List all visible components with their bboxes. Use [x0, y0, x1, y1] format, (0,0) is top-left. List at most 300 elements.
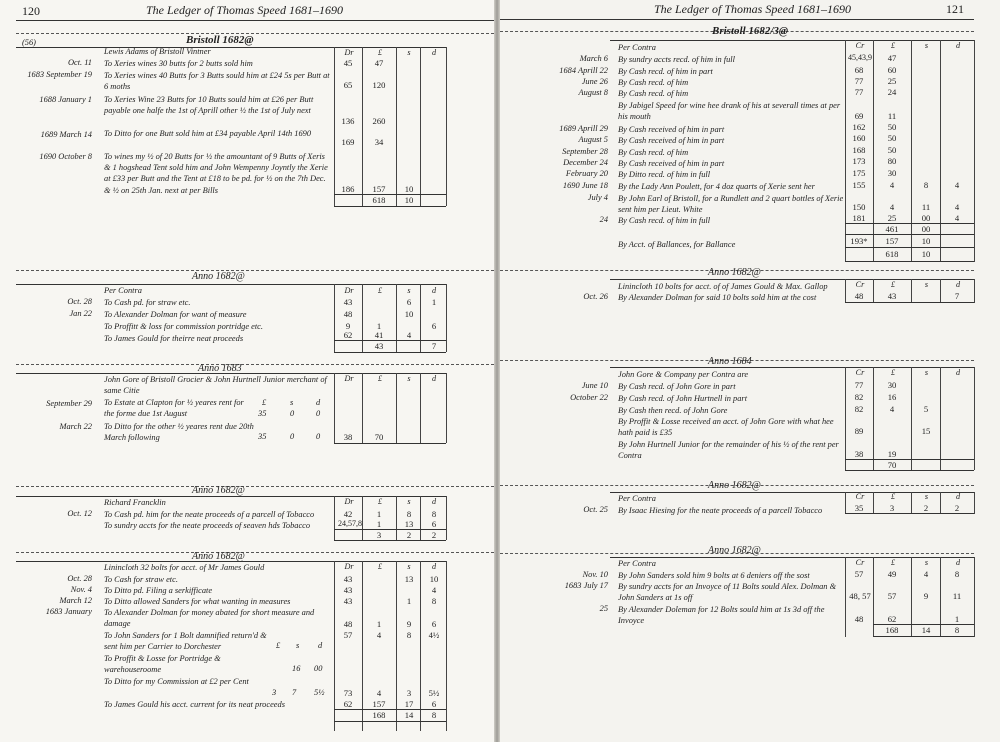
amount-shillings: 4	[923, 569, 929, 579]
total-rule	[845, 261, 974, 262]
entry-text: By sundry accts for an Invoyce of 11 Bolts sould Alex. Dolman & John Sanders at 1s off	[618, 582, 837, 603]
entry-text: To Alexander Dolman for want of measure	[104, 310, 247, 319]
amount-shillings: 9	[406, 619, 412, 629]
entry-text: To Xeries wines 30 butts for 2 butts sold him	[104, 59, 253, 68]
entry-text: By the Lady Ann Poulett, for 4 doz quarts of Xerie sent her	[618, 182, 815, 191]
left-page	[0, 0, 494, 742]
entry-text: By Cash recd. of him	[618, 78, 689, 87]
column-rule	[873, 40, 874, 262]
amount-pence: 8	[431, 596, 437, 606]
amount-shillings: 10	[921, 236, 931, 246]
amount-pounds: 50	[887, 133, 897, 143]
amount-pounds: 1	[376, 321, 382, 331]
section-title: Anno 1682@	[708, 480, 761, 491]
entry-text: By John Sanders sold him 9 bolts at 6 deniers off the sost	[618, 571, 810, 580]
amount-pounds: 19	[887, 449, 897, 459]
folio-ref: 35	[854, 503, 864, 513]
amount-pounds: 16	[887, 392, 897, 402]
amount-pounds: 62	[887, 614, 897, 624]
column-header: £	[890, 558, 896, 567]
entry-date: 1689 Aprill 29	[559, 124, 608, 133]
amount-pounds: 50	[887, 122, 897, 132]
column-header: d	[955, 492, 961, 501]
folio-ref: 45	[343, 58, 353, 68]
amount-shillings: 9	[923, 591, 929, 601]
column-rule	[396, 284, 397, 352]
total-rule	[845, 470, 974, 471]
column-rule	[334, 47, 335, 206]
column-rule	[362, 284, 363, 352]
amount-pounds: 120	[372, 80, 386, 90]
entry-text: Lewis Adams of Bristoll Vintner	[104, 47, 211, 56]
entry-date: August 5	[578, 135, 608, 144]
column-rule	[420, 561, 421, 731]
column-rule	[420, 496, 421, 540]
subtotal-pounds: 461	[885, 224, 899, 234]
folio-ref: 43	[343, 574, 353, 584]
amount-shillings: 13	[404, 519, 414, 529]
entry-text: By Alexander Dolman for said 10 bolts sold him at the cost	[618, 293, 817, 302]
inner-amount: 35	[258, 432, 267, 441]
entry-text: By Proffit & Losse received an acct. of John Gore with what hee hath paid is £35	[618, 417, 834, 438]
column-header: s	[924, 558, 929, 567]
column-rule	[334, 373, 335, 443]
amount-pence: 4	[954, 180, 960, 190]
inner-amount: 5½	[314, 688, 325, 697]
column-header: Cr	[855, 558, 865, 567]
folio-ref: 77	[854, 76, 864, 86]
entry-text: By Cash recd. of him	[618, 89, 689, 98]
amount-pence: 1	[431, 297, 437, 307]
section-title: Bristoll 1682/3@	[712, 25, 789, 37]
total-rule	[845, 513, 974, 514]
section-title: Bristoll 1682@	[186, 34, 254, 46]
entry-text: By sundry accts recd. of him in full	[618, 55, 735, 64]
total-pence: 8	[954, 625, 960, 635]
column-header: Cr	[855, 41, 865, 50]
column-rule	[974, 367, 975, 470]
amount-pence: 5½	[428, 688, 440, 698]
folio-ref: 9	[345, 321, 351, 331]
entry-text: John Gore of Bristoll Grocier & John Hurtnell Junior merchant of same Citie	[104, 375, 327, 396]
amount-shillings: 4	[406, 330, 412, 340]
inner-header: d	[318, 641, 323, 650]
amount-pounds: 25	[887, 213, 897, 223]
column-rule	[873, 279, 874, 303]
inner-amount: 3	[272, 688, 277, 697]
column-header: £	[377, 286, 383, 295]
entry-text: By Cash recd. of him	[618, 148, 689, 157]
amount-pounds: 70	[374, 432, 384, 442]
folio-ref: 150	[852, 202, 866, 212]
inner-header: £	[262, 398, 267, 407]
entry-text: Linincloth 32 bolts for acct. of Mr James Gould	[104, 563, 265, 572]
page-number: 120	[22, 4, 40, 18]
amount-pence: 8	[431, 509, 437, 519]
amount-pounds: 30	[887, 380, 897, 390]
entry-date: September 28	[562, 147, 608, 156]
entry-date: Oct. 28	[67, 297, 92, 306]
column-header: Dr	[344, 48, 354, 57]
entry-text: To James Gould his acct. current for its neat proceeds	[104, 700, 285, 709]
total-pounds: 168	[885, 625, 899, 635]
total-rule	[845, 302, 974, 303]
entry-date: Jan 22	[69, 309, 92, 318]
entry-date: 1689 March 14	[40, 130, 92, 139]
amount-shillings: 15	[921, 426, 931, 436]
total-rule	[845, 234, 974, 235]
column-rule	[396, 561, 397, 731]
section-title: Anno 1682@	[192, 485, 245, 496]
folio-ref: 173	[852, 156, 866, 166]
total-rule	[334, 352, 446, 353]
entry-date: Oct. 25	[583, 505, 608, 514]
column-rule	[396, 496, 397, 540]
column-rule	[362, 47, 363, 206]
column-header: Cr	[855, 492, 865, 501]
amount-shillings: 1	[406, 596, 412, 606]
amount-shillings: 5	[923, 404, 929, 414]
total-pounds: 168	[372, 710, 386, 720]
column-rule	[420, 373, 421, 443]
amount-pence: 8	[954, 569, 960, 579]
column-rule	[446, 561, 447, 731]
column-rule	[911, 279, 912, 303]
section-title: Anno 1682@	[708, 267, 761, 278]
entry-text: To Proffitt & loss for commission portridge etc.	[104, 322, 263, 331]
column-header: £	[377, 497, 383, 506]
total-shillings: 2	[406, 530, 412, 540]
amount-shillings: 13	[404, 574, 414, 584]
amount-pounds: 4	[376, 630, 382, 640]
entry-date: 1690 October 8	[39, 152, 92, 161]
amount-shillings: 8	[406, 630, 412, 640]
entry-date: 1690 June 18	[562, 181, 608, 190]
column-header: d	[431, 497, 437, 506]
amount-pounds: 80	[887, 156, 897, 166]
column-header: d	[431, 48, 437, 57]
entry-date: March 22	[59, 422, 92, 431]
entry-text: Per Contra	[618, 494, 656, 503]
folio-ref: 77	[854, 380, 864, 390]
total-rule	[334, 194, 446, 195]
amount-pounds: 41	[374, 330, 384, 340]
column-rule	[911, 557, 912, 637]
section-rule	[16, 33, 494, 34]
inner-amount: 16	[292, 664, 301, 673]
running-title: The Ledger of Thomas Speed 1681–1690	[146, 3, 343, 17]
column-header: d	[431, 286, 437, 295]
amount-shillings: 3	[406, 688, 412, 698]
folio-ref: 43	[343, 596, 353, 606]
entry-date: 1683 January	[45, 607, 92, 616]
entry-text: By Cash recd. of John Gore in part	[618, 382, 736, 391]
total-rule	[334, 443, 446, 444]
amount-pence: 1	[954, 614, 960, 624]
entry-date: March 6	[579, 54, 608, 63]
folio-ref: 48	[854, 291, 864, 301]
folio-ref: 38	[854, 449, 864, 459]
total-pounds: 70	[887, 460, 897, 470]
entry-text: To Estate at Clapton for ½ yeares rent for the forme due 1st August	[104, 398, 244, 419]
entry-text: Per Contra	[618, 559, 656, 568]
column-rule	[446, 284, 447, 352]
column-rule	[940, 557, 941, 637]
total-shillings: 10	[404, 195, 414, 205]
entry-text: To Alexander Dolman for money abated for short measure and damage	[104, 608, 315, 629]
entry-date: 24	[599, 215, 608, 224]
total-rule	[334, 540, 446, 541]
entry-date: December 24	[563, 158, 608, 167]
folio-ref: 136	[341, 116, 355, 126]
total-rule	[845, 223, 974, 224]
column-rule	[940, 367, 941, 470]
entry-date: February 20	[565, 169, 608, 178]
entry-text: To sundry accts for the neate proceeds of seaven hds Tobacco	[104, 521, 311, 530]
entry-text: To Ditto allowed Sanders for what wanting in measures	[104, 597, 291, 606]
folio-ref: 57	[854, 569, 864, 579]
column-rule	[940, 492, 941, 514]
entry-date: March 12	[59, 596, 92, 605]
inner-header: £	[276, 641, 281, 650]
total-pence: 7	[431, 341, 437, 351]
column-header: Dr	[344, 286, 354, 295]
section-rule	[16, 552, 494, 553]
folio-ref: 169	[341, 137, 355, 147]
entry-date: September 29	[46, 399, 92, 408]
entry-text: By Cash received of him in part	[618, 125, 725, 134]
entry-text: To Ditto pd. Filing a serkifficate	[104, 586, 213, 595]
entry-text: To James Gould for theirre neat proceeds	[104, 334, 244, 343]
amount-pounds: 49	[887, 569, 897, 579]
folio-ref: 48	[343, 619, 353, 629]
column-header: s	[924, 41, 929, 50]
entry-text: By Jabigel Speed for wine hee drank of his at severall times at per his mouth	[618, 101, 841, 122]
column-header: £	[890, 492, 896, 501]
column-header: d	[955, 558, 961, 567]
column-header: s	[924, 368, 929, 377]
folio-ref: 73	[343, 688, 353, 698]
inner-amount: 0	[290, 432, 295, 441]
column-rule	[974, 279, 975, 303]
entry-text: To Proffit & Losse for Portridge & warehouseroome	[104, 654, 221, 675]
entry-date: Oct. 12	[67, 509, 92, 518]
folio-ref: 65	[343, 80, 353, 90]
entry-text: To Ditto for the other ½ yeares rent due 20th March following	[104, 422, 254, 443]
amount-pounds: 1	[376, 519, 382, 529]
right-page	[500, 0, 1000, 742]
entry-text: To Xeries wines 40 Butts for 3 Butts sould him at £24 5s per Butt at 6 moths	[104, 71, 330, 92]
entry-text: By Alexander Doleman for 12 Bolts sould him at 1s 3d off the Invoyce	[618, 605, 825, 626]
section-title: Anno 1682@	[192, 271, 245, 282]
amount-shillings: 8	[406, 509, 412, 519]
amount-pounds: 3	[889, 503, 895, 513]
running-title: The Ledger of Thomas Speed 1681–1690	[654, 2, 851, 16]
column-rule	[911, 40, 912, 262]
amount-shillings: 6	[406, 297, 412, 307]
column-header: £	[890, 280, 896, 289]
amount-pounds: 4	[889, 180, 895, 190]
entry-text: By Acct. of Ballances, for Ballance	[618, 240, 736, 249]
column-header: s	[407, 286, 411, 295]
column-rule	[911, 492, 912, 514]
entry-date: June 10	[581, 381, 608, 390]
entry-date: Nov. 10	[582, 570, 608, 579]
inner-header: d	[316, 398, 321, 407]
column-header: £	[377, 374, 383, 383]
folio-ref: 48, 57	[849, 591, 871, 601]
entry-date: 1683 July 17	[564, 581, 608, 590]
header-rule	[500, 19, 974, 20]
amount-pence: 4	[954, 213, 960, 223]
folio-ref: 38	[343, 432, 353, 442]
total-rule	[845, 459, 974, 460]
folio-ref: 160	[852, 133, 866, 143]
column-header: d	[955, 280, 961, 289]
entry-date: 1684 Aprill 22	[559, 66, 608, 75]
inner-header: s	[290, 398, 294, 407]
entry-text: By Cash received of him in part	[618, 159, 725, 168]
amount-pence: 6	[431, 519, 437, 529]
folio-ref: 48	[854, 614, 864, 624]
folio-ref: 42	[343, 509, 353, 519]
amount-pence: 4	[431, 585, 437, 595]
column-header: d	[955, 368, 961, 377]
total-rule	[845, 247, 974, 248]
column-header: £	[890, 41, 896, 50]
folio-ref: 89	[854, 426, 864, 436]
inner-amount: 0	[316, 432, 321, 441]
amount-shillings: 11	[921, 202, 931, 212]
entry-text: By Isaac Hiesing for the neate proceeds of a parcell Tobacco	[618, 506, 823, 515]
entry-text: By Cash recd. of John Hurtnell in part	[618, 394, 748, 403]
amount-pounds: 1	[376, 619, 382, 629]
amount-shillings: 10	[404, 184, 414, 194]
folio-ref: 45,43,9	[848, 53, 872, 62]
column-rule	[446, 496, 447, 540]
account-ref: (56)	[22, 38, 36, 47]
amount-pounds: 57	[887, 591, 897, 601]
column-rule	[362, 496, 363, 540]
column-header: s	[924, 280, 929, 289]
total-rule	[334, 721, 446, 722]
amount-shillings: 2	[923, 503, 929, 513]
inner-amount: 00	[314, 664, 323, 673]
total-pounds: 3	[376, 530, 382, 540]
column-rule	[974, 492, 975, 514]
column-header: s	[407, 497, 411, 506]
amount-pounds: 50	[887, 145, 897, 155]
folio-ref: 181	[852, 213, 866, 223]
total-shillings: 14	[404, 710, 414, 720]
amount-pounds: 47	[374, 58, 384, 68]
entry-text: Richard Francklin	[104, 498, 166, 507]
entry-text: To Cash for straw etc.	[104, 575, 178, 584]
header-rule	[16, 20, 494, 21]
entry-text: To John Sanders for 1 Bolt damnified return'd & sent him per Carrier to Dorchester	[104, 631, 267, 652]
folio-ref: 24,57,8	[338, 519, 362, 528]
amount-pounds: 4	[889, 404, 895, 414]
total-pounds: 618	[372, 195, 386, 205]
section-rule	[16, 364, 494, 365]
amount-pence: 6	[431, 321, 437, 331]
total-shillings: 10	[921, 249, 931, 259]
amount-pounds: 260	[372, 116, 386, 126]
column-header: d	[955, 41, 961, 50]
column-rule	[334, 496, 335, 540]
column-rule	[873, 367, 874, 470]
amount-pounds: 4	[889, 202, 895, 212]
amount-pounds: 47	[887, 53, 897, 63]
folio-ref: 186	[341, 184, 355, 194]
column-rule	[420, 284, 421, 352]
inner-header: s	[296, 641, 300, 650]
folio-ref: 69	[854, 111, 864, 121]
folio-ref: 193*	[850, 236, 868, 246]
amount-pounds: 157	[885, 236, 899, 246]
amount-pounds: 4	[376, 688, 382, 698]
entry-text: To Xeries Wine 23 Butts for 10 Butts sould him at £26 per Butt payable one halfe the 1st of Aprill other ½ the 1st of July next	[104, 95, 314, 116]
column-header: s	[407, 374, 411, 383]
entry-text: By Ditto recd. of him in full	[618, 170, 711, 179]
column-rule	[940, 40, 941, 262]
amount-pounds: 1	[376, 509, 382, 519]
section-title: Anno 1683	[198, 363, 242, 374]
folio-ref: 82	[854, 392, 864, 402]
amount-shillings: 10	[404, 309, 414, 319]
amount-pounds: 157	[372, 184, 386, 194]
amount-pounds: 25	[887, 76, 897, 86]
column-header: Cr	[855, 280, 865, 289]
column-rule	[940, 279, 941, 303]
amount-pounds: 43	[887, 291, 897, 301]
folio-ref: 77	[854, 87, 864, 97]
column-header: Dr	[344, 562, 354, 571]
folio-ref: 82	[854, 404, 864, 414]
entry-text: Per Contra	[618, 43, 656, 52]
amount-pence: 7	[954, 291, 960, 301]
section-rule	[16, 270, 494, 271]
entry-text: To Ditto for one Butt sold him at £34 payable April 14th 1690	[104, 129, 312, 138]
entry-text: By Cash received of him in part	[618, 136, 725, 145]
entry-date: Nov. 4	[70, 585, 92, 594]
column-header: £	[377, 562, 383, 571]
column-header: £	[890, 368, 896, 377]
folio-ref: 168	[852, 145, 866, 155]
amount-pence: 10	[429, 574, 439, 584]
entry-date: August 8	[578, 88, 608, 97]
inner-amount: 35	[258, 409, 267, 418]
column-rule	[362, 373, 363, 443]
entry-date: 1683 September 19	[27, 70, 92, 79]
section-title: Anno 1684	[708, 356, 752, 367]
column-header: Cr	[855, 368, 865, 377]
folio-ref: 57	[343, 630, 353, 640]
folio-ref: 48	[343, 309, 353, 319]
total-pence: 8	[431, 710, 437, 720]
entry-text: By John Hurtnell Junior for the remainder of his ½ of the rent per Contra	[618, 440, 839, 461]
section-rule	[16, 486, 494, 487]
amount-shillings: 17	[404, 699, 414, 709]
folio-ref: 62	[343, 699, 353, 709]
amount-shillings: 8	[923, 180, 929, 190]
amount-pounds: 30	[887, 168, 897, 178]
total-pounds: 43	[374, 341, 384, 351]
entry-date: 1688 January 1	[39, 95, 92, 104]
entry-text: Linincloth 10 bolts for acct. of of James Gould & Max. Gallop	[618, 282, 828, 291]
column-rule	[334, 284, 335, 352]
column-rule	[420, 47, 421, 206]
